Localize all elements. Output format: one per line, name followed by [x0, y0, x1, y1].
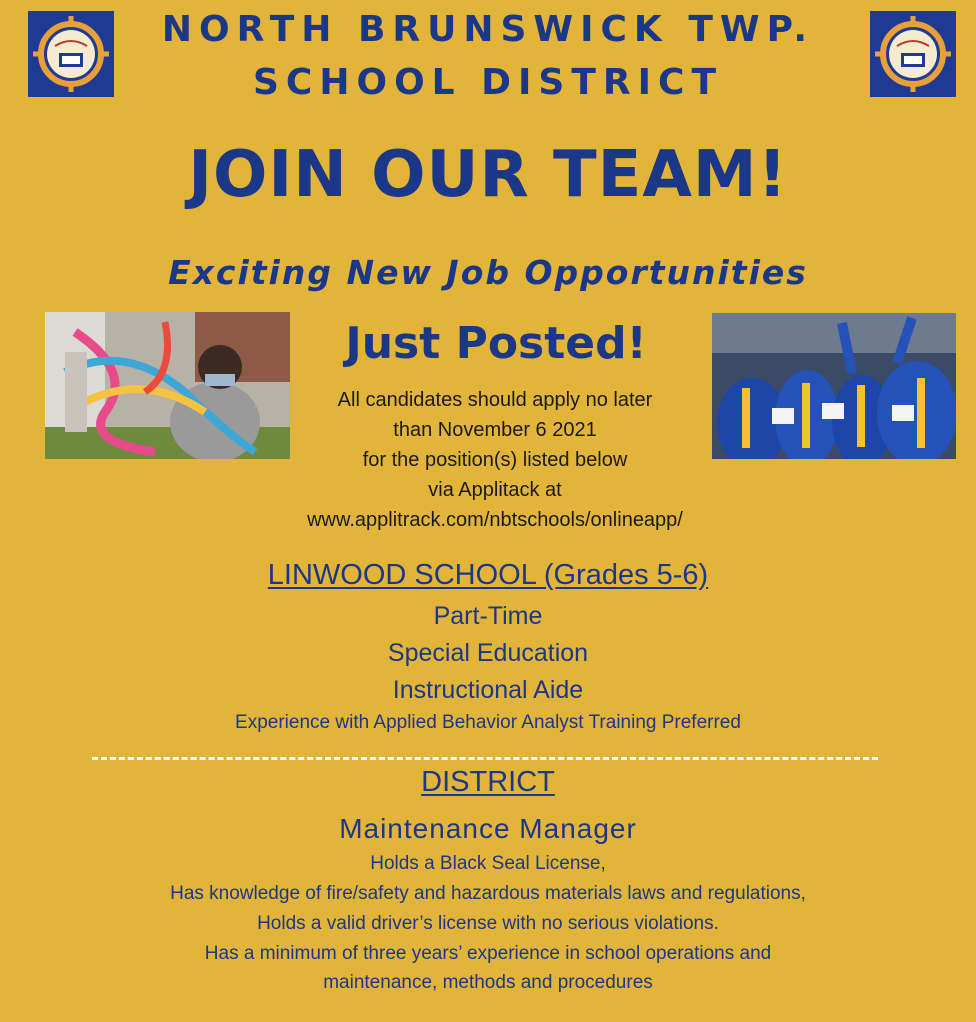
just-posted-label: Just Posted! — [345, 318, 647, 369]
job-requirement-line: Experience with Applied Behavior Analyst Training Preferred — [235, 712, 741, 733]
job-requirement-line: maintenance, methods and procedures — [323, 972, 653, 993]
job-detail-line: Special Education — [387, 639, 589, 667]
headline: JOIN OUR TEAM! — [188, 138, 788, 212]
apply-deadline-date: than November 6 2021 — [393, 419, 597, 441]
apply-deadline-line: All candidates should apply no later — [337, 389, 653, 411]
position-title: Maintenance Manager — [339, 813, 637, 844]
job-detail-line: Part-Time — [433, 602, 543, 630]
section-heading-linwood: LINWOOD SCHOOL (Grades 5-6) — [267, 559, 709, 591]
job-requirement-line: Has a minimum of three years’ experience in school operations and — [204, 943, 772, 964]
job-requirement-line: Holds a Black Seal License, — [370, 853, 606, 874]
application-url[interactable]: www.applitrack.com/nbtschools/onlineapp/ — [307, 509, 683, 531]
subheadline: Exciting New Job Opportunities — [168, 253, 808, 292]
job-detail-line: Instructional Aide — [392, 676, 584, 704]
section-divider — [92, 757, 878, 760]
apply-positions-line: for the position(s) listed below — [362, 449, 628, 471]
district-name-line-1: NORTH BRUNSWICK TWP. — [161, 9, 815, 50]
district-name-line-2: SCHOOL DISTRICT — [252, 62, 723, 103]
section-heading-district: DISTRICT — [421, 766, 555, 798]
job-requirement-line: Holds a valid driver’s license with no serious violations. — [257, 913, 719, 934]
apply-via-line: via Applitack at — [428, 479, 562, 501]
job-requirement-line: Has knowledge of fire/safety and hazardous materials laws and regulations, — [170, 883, 806, 904]
